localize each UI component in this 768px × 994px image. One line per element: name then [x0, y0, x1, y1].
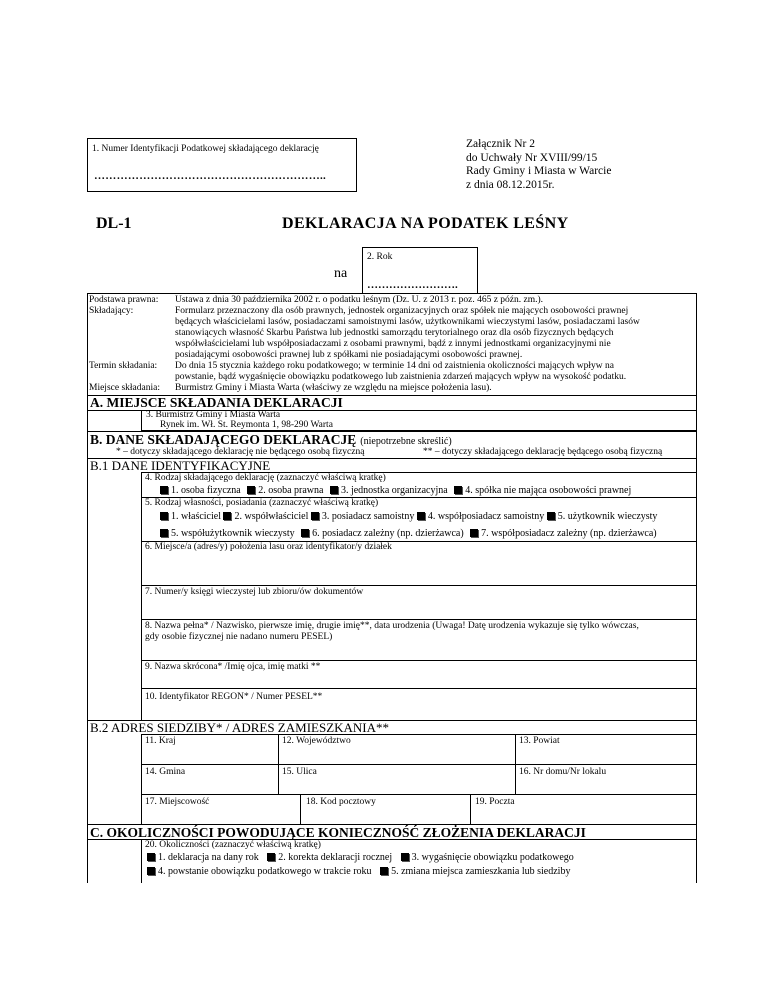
- checkbox-icon[interactable]: [401, 853, 409, 861]
- year-box: [362, 247, 478, 293]
- checkbox-icon[interactable]: [147, 853, 155, 861]
- form-code: DL-1: [96, 215, 132, 232]
- field-20-row1: [147, 852, 574, 864]
- option-perpetual-user[interactable]: 5. użytkownik wieczysty: [547, 511, 658, 522]
- checkbox-icon[interactable]: [470, 529, 478, 537]
- field-8-label: 8. Nazwa pełna* / Nazwisko, pierwsze imię, drugie imię**, data urodzenia (Uwaga! Datę urodzenia wykazuje się tylko wówczas,: [145, 621, 639, 631]
- attachment-line: Rady Gminy i Miasta w Warcie: [466, 165, 612, 177]
- field-7-label: 7. Numer/y księgi wieczystej lub zbioru/ów dokumentów: [145, 587, 364, 597]
- checkbox-icon[interactable]: [454, 486, 462, 494]
- basis-label: Podstawa prawna:: [89, 295, 159, 305]
- option-natural-person[interactable]: 1. osoba fizyczna: [160, 485, 241, 496]
- checkbox-icon[interactable]: [160, 512, 168, 520]
- field-10-input[interactable]: [142, 704, 696, 720]
- field-5-row2: [160, 528, 657, 540]
- field-5-row1: [160, 511, 657, 523]
- basis-text: Ustawa z dnia 30 października 2002 r. o podatku leśnym (Dz. U. z 2013 r. poz. 465 z późn. zm.).: [175, 295, 544, 305]
- year-field[interactable]: …………………….: [367, 279, 458, 291]
- office-address: Rynek im. Wł. St. Reymonta 1, 98-290 Warta: [160, 420, 333, 430]
- note-natural-person: ** – dotyczy składającego deklarację będącego osobą fizyczną: [423, 447, 663, 457]
- county-input[interactable]: [516, 748, 696, 763]
- voivodeship-input[interactable]: [279, 748, 514, 763]
- field-6-input[interactable]: [142, 554, 696, 585]
- filer-line: współwłaścicielami lub współposiadaczami z osobami prawnymi, bądź z innymi jednostkami organizacyjnymi nie: [175, 339, 611, 349]
- post-office-input[interactable]: [471, 809, 696, 823]
- field-17-label: 17. Miejscowość: [145, 797, 210, 807]
- option-annual[interactable]: 1. deklaracja na dany rok: [147, 852, 259, 863]
- option-address-change[interactable]: 5. zmiana miejsca zamieszkania lub siedziby: [380, 866, 570, 877]
- filer-label: Składający:: [89, 306, 134, 316]
- filer-line: posiadającymi osobowości prawnej lub z spółkami nie posiadającymi osobowości prawnej.: [175, 350, 523, 360]
- attachment-note: [466, 138, 611, 192]
- option-dependent-possessor[interactable]: 6. posiadacz zależny (np. dzierżawca): [301, 528, 464, 539]
- option-expiry[interactable]: 3. wygaśnięcie obowiązku podatkowego: [401, 852, 574, 863]
- field-19-label: 19. Poczta: [475, 797, 515, 807]
- country-input[interactable]: [142, 748, 277, 763]
- checkbox-icon[interactable]: [417, 512, 425, 520]
- section-b1-title: B.1 DANE IDENTYFIKACYJNE: [90, 458, 271, 473]
- checkbox-icon[interactable]: [223, 512, 231, 520]
- deadline-line: Do dnia 15 stycznia każdego roku podatkowego; w terminie 14 dni od zaistnienia okoliczności mających wpływ na: [175, 361, 614, 371]
- option-owner[interactable]: 1. właściciel: [160, 511, 221, 522]
- section-c-title: C. OKOLICZNOŚCI POWODUJĄCE KONIECZNOŚĆ ZŁOŻENIA DEKLARACJI: [90, 825, 586, 840]
- field-12-label: 12. Województwo: [282, 736, 351, 746]
- field-20-row2: [147, 866, 570, 878]
- filer-line: Formularz przeznaczony dla osób prawnych, jednostek organizacyjnych oraz spółek nie mających osobowości prawnej: [175, 306, 629, 316]
- place-label: Miejsce składania:: [89, 383, 160, 393]
- field-5-label: 5. Rodzaj własności, posiadania (zaznaczyć właściwą kratkę): [145, 498, 379, 508]
- option-org-unit[interactable]: 3. jednostka organizacyjna: [330, 485, 448, 496]
- field-6-label: 6. Miejsce/a (adres/y) położenia lasu oraz identyfikator/y działek: [145, 542, 392, 552]
- office-name: 3. Burmistrz Gminy i Miasta Warta: [146, 410, 281, 420]
- year-prefix: na: [334, 266, 348, 281]
- field-20-label: 20. Okoliczności (zaznaczyć właściwą kratkę): [145, 840, 321, 850]
- field-9-input[interactable]: [142, 674, 696, 688]
- option-legal-person[interactable]: 2. osoba prawna: [247, 485, 323, 496]
- field-16-label: 16. Nr domu/Nr lokalu: [519, 767, 607, 777]
- option-co-possessor[interactable]: 4. współposiadacz samoistny: [417, 511, 544, 522]
- nip-label: 1. Numer Identyfikacji Podatkowej składającego deklarację: [92, 144, 319, 154]
- page-title: DEKLARACJA NA PODATEK LEŚNY: [282, 215, 569, 232]
- nip-box: [87, 138, 357, 192]
- section-b2-title: B.2 ADRES SIEDZIBY* / ADRES ZAMIESZKANIA**: [90, 720, 390, 735]
- checkbox-icon[interactable]: [301, 529, 309, 537]
- field-11-label: 11. Kraj: [145, 736, 176, 746]
- deadline-label: Termin składania:: [89, 361, 158, 371]
- section-a-field: [141, 410, 697, 431]
- field-4-options: [160, 485, 631, 497]
- checkbox-icon[interactable]: [160, 529, 168, 537]
- option-possessor[interactable]: 3. posiadacz samoistny: [311, 511, 414, 522]
- option-dependent-co-possessor[interactable]: 7. współposiadacz zależny (np. dzierżawca): [470, 528, 656, 539]
- attachment-line: do Uchwały Nr XVIII/99/15: [466, 151, 598, 164]
- nip-field[interactable]: ……………………………………………………..: [94, 170, 327, 182]
- checkbox-icon[interactable]: [160, 486, 168, 494]
- checkbox-icon[interactable]: [547, 512, 555, 520]
- street-input[interactable]: [279, 779, 514, 793]
- filer-line: stanowiących własność Skarbu Państwa lub jednostki samorządu terytorialnego oraz dla osób fizycznych będących: [175, 328, 614, 338]
- commune-input[interactable]: [142, 779, 277, 793]
- deadline-line: powstanie, bądź wygaśnięcie obowiązku podatkowego lub zaistnienia zdarzeń mających wpływ na wysokość podatku.: [175, 372, 627, 382]
- field-4-label: 4. Rodzaj składającego deklarację (zaznaczyć właściwą kratkę): [145, 473, 386, 483]
- section-b-note: (niepotrzebne skreślić): [360, 436, 452, 447]
- option-correction[interactable]: 2. korekta deklaracji rocznej: [267, 852, 392, 863]
- field-10-label: 10. Identyfikator REGON* / Numer PESEL**: [145, 692, 323, 702]
- note-legal-person: * – dotyczy składającego deklarację nie będącego osobą fizyczną: [116, 447, 365, 457]
- option-perpetual-co-user[interactable]: 5. współużytkownik wieczysty: [160, 528, 295, 539]
- attachment-line: Załącznik Nr 2: [466, 138, 535, 150]
- filer-line: będących właścicielami lasów, posiadaczami samoistnymi lasów, użytkownikami wieczystymi lasów, posiadaczami lasów: [175, 317, 640, 327]
- field-7-input[interactable]: [142, 599, 696, 619]
- option-co-owner[interactable]: 2. współwłaściciel: [223, 511, 308, 522]
- option-company[interactable]: 4. spółka nie mająca osobowości prawnej: [454, 485, 631, 496]
- option-arising[interactable]: 4. powstanie obowiązku podatkowego w trakcie roku: [147, 866, 372, 877]
- postal-code-input[interactable]: [301, 809, 469, 823]
- field-18-label: 18. Kod pocztowy: [306, 797, 376, 807]
- field-9-label: 9. Nazwa skrócona* /Imię ojca, imię matki **: [145, 662, 321, 672]
- checkbox-icon[interactable]: [247, 486, 255, 494]
- place-text: Burmistrz Gminy i Miasta Warta (właściwy ze względu na miejsce położenia lasu).: [175, 383, 492, 393]
- field-13-label: 13. Powiat: [519, 736, 560, 746]
- checkbox-icon[interactable]: [267, 853, 275, 861]
- checkbox-icon[interactable]: [311, 512, 319, 520]
- section-a-title: A. MIEJSCE SKŁADANIA DEKLARACJI: [90, 395, 343, 410]
- section-b-heading: B. DANE SKŁADAJĄCEGO DEKLARACJĘ: [90, 432, 357, 447]
- house-number-input[interactable]: [516, 779, 696, 793]
- city-input[interactable]: [142, 809, 299, 823]
- field-15-label: 15. Ulica: [282, 767, 317, 777]
- checkbox-icon[interactable]: [380, 867, 388, 875]
- field-14-label: 14. Gmina: [145, 767, 186, 777]
- field-8-input[interactable]: [142, 644, 696, 660]
- attachment-line: z dnia 08.12.2015r.: [466, 178, 555, 191]
- checkbox-icon[interactable]: [147, 867, 155, 875]
- year-label: 2. Rok: [367, 252, 393, 262]
- checkbox-icon[interactable]: [330, 486, 338, 494]
- field-8-label-cont: gdy osobie fizycznej nie nadano numeru PESEL): [145, 632, 333, 642]
